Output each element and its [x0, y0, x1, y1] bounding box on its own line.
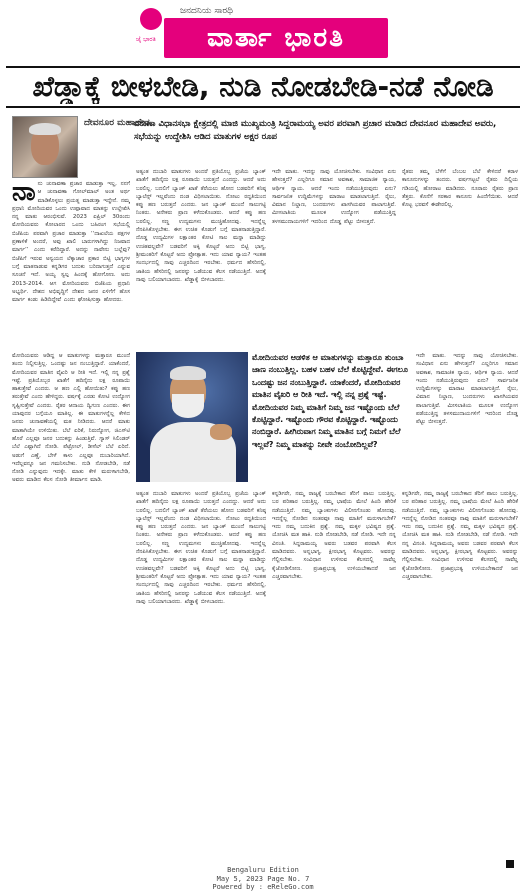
- column-3-text-bottom: ಕನ್ನಡಿಗರೇ, ನಮ್ಮ ರಾಜ್ಯಕ್ಕೆ ಬರಬೇಕಾದ ತೆರಿಗೆ ಪಾಲು ಬರುತ್ತಿಲ್ಲ. ಬರ ಪರಿಹಾರ ಬರುತ್ತಿಲ್ಲ. ನಮ್ಮ ಭಾಷೆಯ ಮೇಲೆ ಹಿಂದಿ ಹೇರಿಕೆ ನಡೆಯುತ್ತಿದೆ. ನಮ್ಮ ಬ್ಯಾಂಕುಗಳು ವಿಲೀನಗೊಂಡು ಹೋದವು. ಇದನ್ನೆಲ್ಲ ನೋಡಿದ ನಂತರವೂ ನಾವು ಮಾತಿಗೆ ಮರುಳಾಗಬೇಕೆ? ಇದು ನಮ್ಮ ಬದುಕಿನ ಪ್ರಶ್ನೆ. ನಮ್ಮ ಮಕ್ಕಳ ಭವಿಷ್ಯದ ಪ್ರಶ್ನೆ. ಯೋಚಿಸಿ ಮತ ಹಾಕಿ. ನುಡಿ ನೋಡಬೇಡಿ, ನಡೆ ನೋಡಿ. ಇದೇ ನನ್ನ ವಿನಂತಿ. ಸಿದ್ದರಾಮಯ್ಯ ಅವರು ಬಡವರ ಪರವಾಗಿ ಕೆಲಸ ಮಾಡಿದವರು. ಅನ್ನಭಾಗ್ಯ, ಕ್ಷೀರಭಾಗ್ಯ ಕೊಟ್ಟವರು. ಅವರನ್ನು ಗೆಲ್ಲಿಸಬೇಕು. ಸಂವಿಧಾನ ಉಳಿಸುವ ಕೆಲಸದಲ್ಲಿ ನಾವೆಲ್ಲ ಕೈಜೋಡಿಸೋಣ. ಪ್ರಜಾಪ್ರಭುತ್ವ ಉಳಿಯಬೇಕಾದರೆ ಜನ ಎಚ್ಚರವಾಗಬೇಕು.: [272, 491, 396, 580]
- speaker-photo: [136, 352, 248, 482]
- column-1-text-a: ನು ಚುನಾವಣಾ ಪ್ರಚಾರ ಮಾಡುತ್ತಾ ಇಲ್ಲ, ನನಗೆ ಆ ಚುನಾವಣಾ ಗೋಲ್‌ಮಾಲ್ ಅಂತ ಅರ್ಥ ಮಾಡಿಕೊಳ್ಳಲು ಪ್ರಯತ್ನ ಮಾಡುತ್ತಾ ಇದ್ದೇನೆ. ನಮ್ಮ ಪ್ರಧಾನಿ ಮೋದಿಯವರ ಒಂದು ಉಪ್ಪಾವಾದ ಮಾತನ್ನು ಉಲ್ಲೇಖಿಸಿ ನನ್ನ ಮಾತು ಆರಂಭಿಸುವೆ. 2023 ಏಪ್ರಿಲ್ 30ರಂದು ಮೋದಿಯವರು ಕೋಲಾರದ ಒಂದು ಬಹಿರಂಗ ಸಭೆಯಲ್ಲಿ ಬಿಜೆಪಿಯ ಪರವಾಗಿ ಪ್ರಚಾರ ಮಾಡುತ್ತಾ ‘‘ದಾಖಲೆಯ ಪಕ್ಷಗಳ ಪ್ರಣಾಳಿಕೆ ಅಂದರೆ, ಅವು ಖಾಲಿ ಬಾರುಗಳಾಗಿದ್ದು ನಿಜವಾದ ಮಾರ್ಗ’’ ಎಂದು ಕರೆದಿದ್ದಾರೆ. ಅದನ್ನು ನಾವೇನು ಬಲ್ಲೆವು? ಬಿಜೆಪಿಗೆ ಇರುವ ಅನ್ವಯದ ಲೆಕ್ಕಾಚಾರ ಪ್ರಕಾರ ಬಿಟ್ಟಿ ಭಾಗ್ಯಗಳ ಬಗ್ಗೆ ಮಾತನಾಡುವ ಕನ್ನಡಿಗರ ಬದುಕು ಬರಿದಾಗುತ್ತದೆ ಎನ್ನುವ ಸೂಚನೆ ಇದೆ. ಅಯ್ಯ ಸ್ವಲ್ಪ ಹಿಂದಕ್ಕೆ ಹೋಗೋಣ. ಅದು 2013-2014. ಆಗ ಮೋದಿಯವರು ಬಿಜೆಪಿಯ ಪ್ರಧಾನಿ ಅಭ್ಯರ್ಥಿ. ದೇಶದ ಅಭಿವೃದ್ಧಿಗೆ ದೇಶದ ಜನರ ಏಳಿಗೆಗೆ ಹೊಸ ಮಾರ್ಗ ಕಂಡು ಹಿಡಿದಿದ್ದೇವೆ ಎಂದು ಘೋಷಿಸುತ್ತಾ ಹೋದರು.: [12, 181, 130, 304]
- column-1-text-b: ಮೋದಿಯವರು ಆಡಿದ್ದ ಆ ಮಾತುಗಳನ್ನು ಮತ್ತಾರೂ ಮುಂದೆ ತಂದು ನಿಲ್ಲಿಸುತ್ತಿಲ್ಲ. ಒಂದಷ್ಟು ಜನ ನಂಬುತ್ತಿದ್ದಾರೆ. ಯಾಕೆಂದರೆ, ಮೋದಿಯವರ ಮಾತಿನ ವೈಖರಿ ಆ ರೀತಿ ಇದೆ. ಇಲ್ಲಿ ನನ್ನ ಪ್ರಶ್ನೆ ಇಷ್ಟೆ. ಪ್ರತಿಯೊಬ್ಬರ ಖಾತೆಗೆ ಹದಿನೈದು ಲಕ್ಷ ರೂಪಾಯಿ ಹಾಕುತ್ತೇವೆ ಎಂದರು. ಆ ಹಣ ಎಲ್ಲಿ ಹೋಯಿತು? ಕಪ್ಪು ಹಣ ತರುತ್ತೇವೆ ಎಂದು ಹೇಳಿದ್ದರು. ವರ್ಷಕ್ಕೆ ಎರಡು ಕೋಟಿ ಉದ್ಯೋಗ ಸೃಷ್ಟಿಸುತ್ತೇವೆ ಎಂದರು. ರೈತರ ಆದಾಯ ದ್ವಿಗುಣ ಎಂದರು. ಈಗ ಯಾವುದರ ಬಗ್ಗೆಯೂ ಮಾತಿಲ್ಲ. ಈ ಮಾತುಗಳನ್ನೆಲ್ಲ ಕೇಳಿದ ಜನರು ಚುನಾವಣೆಯಲ್ಲಿ ಮತ ನೀಡಿದರು. ಆದರೆ ಮಾತು ಮಾತಾಗಿಯೇ ಉಳಿಯಿತು. ಬೆಲೆ ಏರಿಕೆ, ನಿರುದ್ಯೋಗ, ಜಿಎಸ್‌ಟಿ ಹೊರೆ ಎಲ್ಲವೂ ಜನರ ಬದುಕನ್ನು ಹಿಂಡುತ್ತಿವೆ. ಗ್ಯಾಸ್ ಸಿಲಿಂಡರ್ ಬೆಲೆ ಎಷ್ಟಾಗಿದೆ ನೋಡಿ. ಪೆಟ್ರೋಲ್, ಡೀಸೆಲ್ ಬೆಲೆ ಏರಿದೆ. ಅಡುಗೆ ಎಣ್ಣೆ, ಬೇಳೆ ಕಾಳು ಎಲ್ಲವೂ ದುಬಾರಿಯಾಗಿದೆ. ಇದೆಲ್ಲವನ್ನೂ ಜನ ಗಮನಿಸಬೇಕು. ನುಡಿ ನೋಡಬೇಡಿ, ನಡೆ ನೋಡಿ ಎನ್ನುವುದು ಇದಕ್ಕೇ. ಮಾತು ಕೇಳಿ ಮರುಳಾಗಬೇಡಿ, ಅವರು ಮಾಡಿದ ಕೆಲಸ ನೋಡಿ ತೀರ್ಮಾನ ಮಾಡಿ.: [12, 353, 130, 484]
- column-2-bottom: [136, 490, 266, 858]
- footer-edition: Bengaluru Edition: [227, 866, 299, 874]
- column-4-top: [402, 168, 518, 348]
- masthead-title: ವಾರ್ತಾ ಭಾರತಿ: [164, 18, 388, 58]
- intro-pull-quote: ವರುಣಾ ವಿಧಾನಸಭಾ ಕ್ಷೇತ್ರದಲ್ಲಿ ಮಾಜಿ ಮುಖ್ಯಮಂತ್ರಿ ಸಿದ್ದರಾಮಯ್ಯ ಅವರ ಪರವಾಗಿ ಪ್ರಚಾರ ಮಾಡಿದ ದೇವನೂರ ಮಹಾದೇವ ಅವರು, ಸಭೆಯನ್ನು ಉದ್ದೇಶಿಸಿ ಆಡಿದ ಮಾತುಗಳ ಅಕ್ಷರ ರೂಪ: [134, 119, 497, 142]
- column-3-bottom: [272, 490, 396, 858]
- masthead: [0, 0, 526, 66]
- masthead-tagline: ಜನದನಿಯ ಸಾರಥಿ: [180, 6, 233, 16]
- footer-powered-by: Powered by : eReleGo.com: [212, 883, 314, 891]
- column-4-mid: [416, 352, 518, 482]
- column-3-text-top: ಇದೇ ಮಾತು. ಇದನ್ನು ನಾವು ಯೋಚಿಸಬೇಕು. ಸಂವಿಧಾನ ಏನು ಹೇಳುತ್ತದೆ? ಎಲ್ಲರಿಗೂ ಸಮಾನ ಅವಕಾಶ, ಸಾಮಾಜಿಕ ನ್ಯಾಯ, ಆರ್ಥಿಕ ನ್ಯಾಯ. ಆದರೆ ಇಂದು ನಡೆಯುತ್ತಿರುವುದು ಏನು? ಸಾರ್ವಜನಿಕ ಉದ್ದಿಮೆಗಳನ್ನು ಮಾರಾಟ ಮಾಡಲಾಗುತ್ತಿದೆ. ರೈಲು, ವಿಮಾನ ನಿಲ್ದಾಣ, ಬಂದರುಗಳು ಖಾಸಗಿಯವರ ಪಾಲಾಗುತ್ತಿವೆ. ಮೀಸಲಾತಿಯ ಮೂಲಕ ಉದ್ಯೋಗ ಪಡೆಯುತ್ತಿದ್ದ ತಳಸಮುದಾಯಗಳಿಗೆ ಇದರಿಂದ ದೊಡ್ಡ ಪೆಟ್ಟು ಬೀಳುತ್ತದೆ.: [272, 169, 396, 225]
- column-2-top: [136, 168, 266, 348]
- column-4-text-mid: ಇದೇ ಮಾತು. ಇದನ್ನು ನಾವು ಯೋಚಿಸಬೇಕು. ಸಂವಿಧಾನ ಏನು ಹೇಳುತ್ತದೆ? ಎಲ್ಲರಿಗೂ ಸಮಾನ ಅವಕಾಶ, ಸಾಮಾಜಿಕ ನ್ಯಾಯ, ಆರ್ಥಿಕ ನ್ಯಾಯ. ಆದರೆ ಇಂದು ನಡೆಯುತ್ತಿರುವುದು ಏನು? ಸಾರ್ವಜನಿಕ ಉದ್ದಿಮೆಗಳನ್ನು ಮಾರಾಟ ಮಾಡಲಾಗುತ್ತಿದೆ. ರೈಲು, ವಿಮಾನ ನಿಲ್ದಾಣ, ಬಂದರುಗಳು ಖಾಸಗಿಯವರ ಪಾಲಾಗುತ್ತಿವೆ. ಮೀಸಲಾತಿಯ ಮೂಲಕ ಉದ್ಯೋಗ ಪಡೆಯುತ್ತಿದ್ದ ತಳಸಮುದಾಯಗಳಿಗೆ ಇದರಿಂದ ದೊಡ್ಡ ಪೆಟ್ಟು ಬೀಳುತ್ತದೆ.: [416, 353, 518, 426]
- column-1-top: [12, 180, 130, 350]
- logo-emblem-icon: [140, 8, 162, 30]
- footer-date-page: May 5, 2023 Page No. 7: [216, 874, 310, 883]
- column-2-text-bottom: ಅತ್ಯಂತ ದುಬಾರಿ ಮಾತುಗಳು ಅಂದರೆ ಪ್ರತಿಯೊಬ್ಬ ಪ್ರಜೆಯ ಬ್ಯಾಂಕ್ ಖಾತೆಗೆ ಹದಿನೈದು ಲಕ್ಷ ರೂಪಾಯಿ ಬರುತ್ತದೆ ಎಂದದ್ದು. ಆದರೆ ಅದು ಬರಲಿಲ್ಲ. ಬದಲಿಗೆ ಬ್ಯಾಂಕ್ ಖಾತೆ ತೆರೆಯಲು ಹೋದ ಬಡವರಿಗೆ ಕನಿಷ್ಠ ಬ್ಯಾಲೆನ್ಸ್ ಇಲ್ಲವೆಂದು ದಂಡ ವಿಧಿಸಲಾಯಿತು. ನೋಟು ರದ್ದತಿಯಿಂದ ಕಪ್ಪು ಹಣ ಬರುತ್ತದೆ ಎಂದರು. ಜನ ಬ್ಯಾಂಕ್ ಮುಂದೆ ಸಾಲುಗಟ್ಟಿ ನಿಂತರು. ಅನೇಕರು ಪ್ರಾಣ ಕಳೆದುಕೊಂಡರು. ಆದರೆ ಕಪ್ಪು ಹಣ ಬರಲಿಲ್ಲ. ಸಣ್ಣ ಉದ್ಯಮಗಳು ಮುಚ್ಚಿಹೋದವು. ಇದನ್ನೆಲ್ಲ ನೆನಪಿಸಿಕೊಳ್ಳಬೇಕು. ಈಗ ಉಚಿತ ಕೊಡುಗೆ ಬಗ್ಗೆ ಮಾತನಾಡುತ್ತಿದ್ದಾರೆ. ದೊಡ್ಡ ಉದ್ಯಮಿಗಳ ಲಕ್ಷಾಂತರ ಕೋಟಿ ಸಾಲ ಮನ್ನಾ ಮಾಡಿದ್ದು ಉಚಿತವಲ್ಲವೇ? ಬಡವರಿಗೆ ಅಕ್ಕಿ ಕೊಟ್ಟರೆ ಅದು ಬಿಟ್ಟಿ ಭಾಗ್ಯ, ಶ್ರೀಮಂತರಿಗೆ ಕೊಟ್ಟರೆ ಅದು ಪ್ರೋತ್ಸಾಹ. ಇದು ಯಾವ ನ್ಯಾಯ? ಇಂತಹ ಸಂದರ್ಭದಲ್ಲಿ ನಾವು ಎಚ್ಚರದಿಂದ ಇರಬೇಕು. ಧರ್ಮದ ಹೆಸರಿನಲ್ಲಿ, ಜಾತಿಯ ಹೆಸರಿನಲ್ಲಿ ಜನರನ್ನು ಒಡೆಯುವ ಕೆಲಸ ನಡೆಯುತ್ತಿದೆ. ಅದಕ್ಕೆ ನಾವು ಬಲಿಯಾಗಬಾರದು. ಖೆಡ್ಡಾಕ್ಕೆ ಬೀಳಬಾರದು.: [136, 491, 266, 605]
- column-4-text-bottom: ಕನ್ನಡಿಗರೇ, ನಮ್ಮ ರಾಜ್ಯಕ್ಕೆ ಬರಬೇಕಾದ ತೆರಿಗೆ ಪಾಲು ಬರುತ್ತಿಲ್ಲ. ಬರ ಪರಿಹಾರ ಬರುತ್ತಿಲ್ಲ. ನಮ್ಮ ಭಾಷೆಯ ಮೇಲೆ ಹಿಂದಿ ಹೇರಿಕೆ ನಡೆಯುತ್ತಿದೆ. ನಮ್ಮ ಬ್ಯಾಂಕುಗಳು ವಿಲೀನಗೊಂಡು ಹೋದವು. ಇದನ್ನೆಲ್ಲ ನೋಡಿದ ನಂತರವೂ ನಾವು ಮಾತಿಗೆ ಮರುಳಾಗಬೇಕೆ? ಇದು ನಮ್ಮ ಬದುಕಿನ ಪ್ರಶ್ನೆ. ನಮ್ಮ ಮಕ್ಕಳ ಭವಿಷ್ಯದ ಪ್ರಶ್ನೆ. ಯೋಚಿಸಿ ಮತ ಹಾಕಿ. ನುಡಿ ನೋಡಬೇಡಿ, ನಡೆ ನೋಡಿ. ಇದೇ ನನ್ನ ವಿನಂತಿ. ಸಿದ್ದರಾಮಯ್ಯ ಅವರು ಬಡವರ ಪರವಾಗಿ ಕೆಲಸ ಮಾಡಿದವರು. ಅನ್ನಭಾಗ್ಯ, ಕ್ಷೀರಭಾಗ್ಯ ಕೊಟ್ಟವರು. ಅವರನ್ನು ಗೆಲ್ಲಿಸಬೇಕು. ಸಂವಿಧಾನ ಉಳಿಸುವ ಕೆಲಸದಲ್ಲಿ ನಾವೆಲ್ಲ ಕೈಜೋಡಿಸೋಣ. ಪ್ರಜಾಪ್ರಭುತ್ವ ಉಳಿಯಬೇಕಾದರೆ ಜನ ಎಚ್ಚರವಾಗಬೇಕು.: [402, 491, 518, 580]
- highlight-quote: ಮೋದಿಯವರ ಆಡಳಿತ ಆ ಮಾತುಗಳನ್ನು ಮತ್ತಾರೂ ತುಂಬಾ ಜಾಣ ನಂಬುತ್ತಿಲ್ಲ. ಬಹಳ ಬಹಳ ಬೆಲೆ ಕೊಟ್ಟಿದ್ದೇವೆ. ಈಗಲೂ ಒಂದಷ್ಟು ಜನ ನಂಬುತ್ತಿದ್ದಾರೆ. ಯಾಕೆಂದರೆ, ಮೋದಿಯವರ ಮಾತಿನ ವೈಖರಿ ಆ ರೀತಿ ಇದೆ. ಇಲ್ಲಿ ನನ್ನ ಪ್ರಶ್ನೆ ಇಷ್ಟೆ. ಮೋದಿಯವರ ನಿಮ್ಮ ಮಾತಿಗೆ ನಿಮ್ಮ ಜನ ಇಷ್ಟೊಂದು ಬೆಲೆ ಕೊಟ್ಟಿದ್ದಾರೆ. ಇಷ್ಟೊಂದು ಗೌರವ ಕೊಟ್ಟಿದ್ದಾರೆ. ಇಷ್ಟೊಂದು ನಂಬಿದ್ದಾರೆ. ಹೀಗಿರುವಾಗ ನಿಮ್ಮ ಮಾತಿನ ಬಗ್ಗೆ ನಿಮಗೆ ಬೆಲೆ ಇಲ್ಲವೆ? ನಿಮ್ಮ ಮಾತನ್ನು ನೀವೇ ನಂಬೋದಿಲ್ಲವೆ?: [252, 353, 408, 449]
- logo-caption: ಜೈ ಭಾರತಿ: [136, 36, 156, 43]
- article-headline: ಖೆಡ್ಡಾಕ್ಕೆ ಬೀಳಬೇಡಿ, ನುಡಿ ನೋಡಬೇಡಿ-ನಡೆ ನೋಡಿ: [32, 70, 494, 103]
- column-3-top: [272, 168, 396, 348]
- column-4-bottom: [402, 490, 518, 858]
- author-byline: ದೇವನೂರ ಮಹಾದೇವ: [84, 118, 150, 128]
- column-4-text-top: ರೈತರು ತಮ್ಮ ಬೆಳೆಗೆ ಬೆಂಬಲ ಬೆಲೆ ಕೇಳಿದರೆ ಕರಾಳ ಕಾನೂನುಗಳನ್ನು ತಂದರು. ವರ್ಷಗಟ್ಟಲೆ ರೈತರು ದಿಲ್ಲಿಯ ಗಡಿಯಲ್ಲಿ ಹೋರಾಟ ಮಾಡಿದರು. ನೂರಾರು ರೈತರು ಪ್ರಾಣ ತೆತ್ತರು. ಕೊನೆಗೆ ಸರಕಾರ ಕಾನೂನು ಹಿಂದೆಗೆಯಿತು. ಆದರೆ ಕೊಟ್ಟ ಭರವಸೆ ಈಡೇರಲಿಲ್ಲ.: [402, 169, 518, 209]
- headline-top-rule: [6, 66, 520, 68]
- headline-bottom-rule: [6, 106, 520, 108]
- drop-cap: ನಾ: [12, 180, 36, 207]
- column-2-text-top: ಅತ್ಯಂತ ದುಬಾರಿ ಮಾತುಗಳು ಅಂದರೆ ಪ್ರತಿಯೊಬ್ಬ ಪ್ರಜೆಯ ಬ್ಯಾಂಕ್ ಖಾತೆಗೆ ಹದಿನೈದು ಲಕ್ಷ ರೂಪಾಯಿ ಬರುತ್ತದೆ ಎಂದದ್ದು. ಆದರೆ ಅದು ಬರಲಿಲ್ಲ. ಬದಲಿಗೆ ಬ್ಯಾಂಕ್ ಖಾತೆ ತೆರೆಯಲು ಹೋದ ಬಡವರಿಗೆ ಕನಿಷ್ಠ ಬ್ಯಾಲೆನ್ಸ್ ಇಲ್ಲವೆಂದು ದಂಡ ವಿಧಿಸಲಾಯಿತು. ನೋಟು ರದ್ದತಿಯಿಂದ ಕಪ್ಪು ಹಣ ಬರುತ್ತದೆ ಎಂದರು. ಜನ ಬ್ಯಾಂಕ್ ಮುಂದೆ ಸಾಲುಗಟ್ಟಿ ನಿಂತರು. ಅನೇಕರು ಪ್ರಾಣ ಕಳೆದುಕೊಂಡರು. ಆದರೆ ಕಪ್ಪು ಹಣ ಬರಲಿಲ್ಲ. ಸಣ್ಣ ಉದ್ಯಮಗಳು ಮುಚ್ಚಿಹೋದವು. ಇದನ್ನೆಲ್ಲ ನೆನಪಿಸಿಕೊಳ್ಳಬೇಕು. ಈಗ ಉಚಿತ ಕೊಡುಗೆ ಬಗ್ಗೆ ಮಾತನಾಡುತ್ತಿದ್ದಾರೆ. ದೊಡ್ಡ ಉದ್ಯಮಿಗಳ ಲಕ್ಷಾಂತರ ಕೋಟಿ ಸಾಲ ಮನ್ನಾ ಮಾಡಿದ್ದು ಉಚಿತವಲ್ಲವೇ? ಬಡವರಿಗೆ ಅಕ್ಕಿ ಕೊಟ್ಟರೆ ಅದು ಬಿಟ್ಟಿ ಭಾಗ್ಯ, ಶ್ರೀಮಂತರಿಗೆ ಕೊಟ್ಟರೆ ಅದು ಪ್ರೋತ್ಸಾಹ. ಇದು ಯಾವ ನ್ಯಾಯ? ಇಂತಹ ಸಂದರ್ಭದಲ್ಲಿ ನಾವು ಎಚ್ಚರದಿಂದ ಇರಬೇಕು. ಧರ್ಮದ ಹೆಸರಿನಲ್ಲಿ, ಜಾತಿಯ ಹೆಸರಿನಲ್ಲಿ ಜನರನ್ನು ಒಡೆಯುವ ಕೆಲಸ ನಡೆಯುತ್ತಿದೆ. ಅದಕ್ಕೆ ನಾವು ಬಲಿಯಾಗಬಾರದು. ಖೆಡ್ಡಾಕ್ಕೆ ಬೀಳಬಾರದು.: [136, 169, 266, 283]
- page-footer: [0, 866, 526, 892]
- column-1-bottom: [12, 352, 130, 858]
- author-photo: [12, 116, 78, 178]
